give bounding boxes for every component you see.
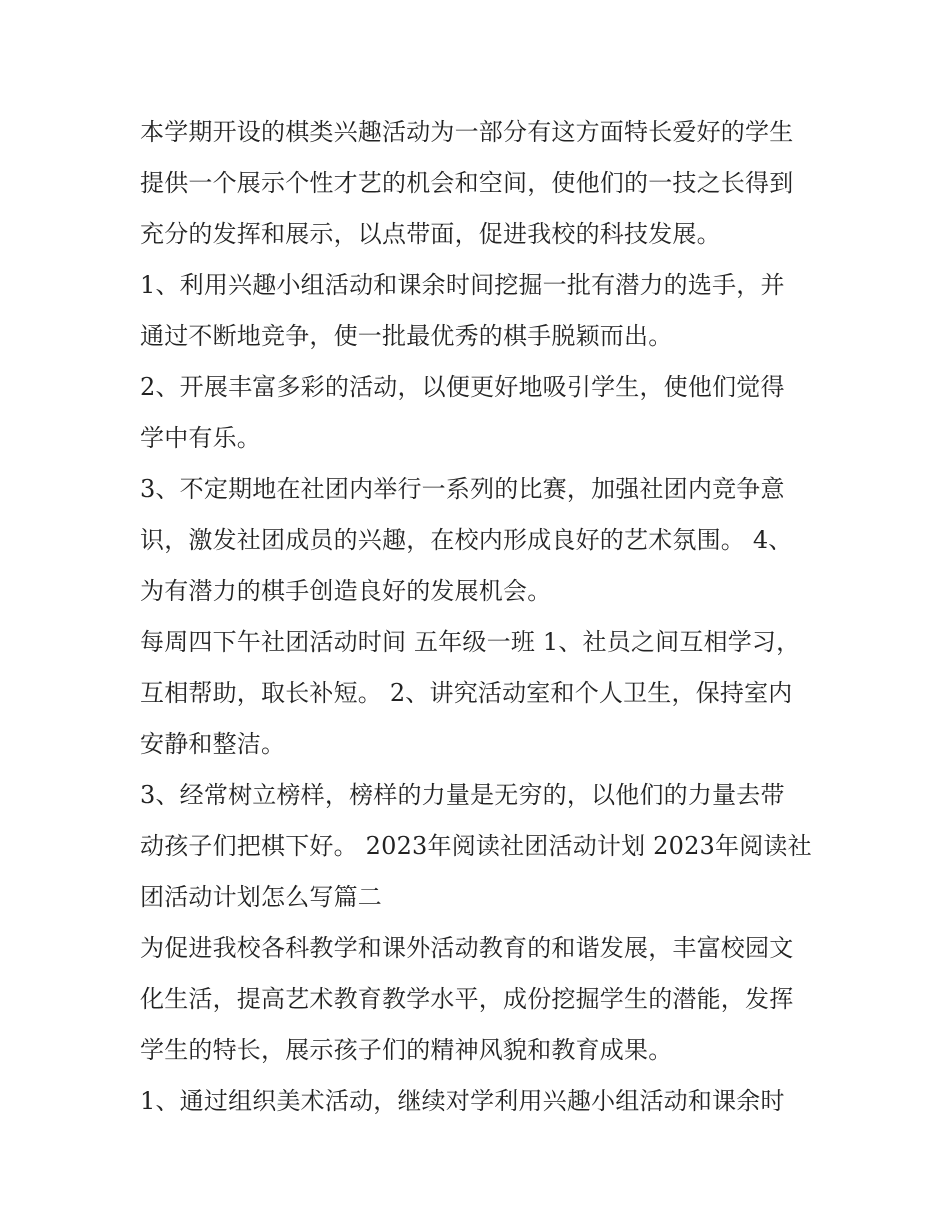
text-line: 化生活，提高艺术教育教学水平，成份挖掘学生的潜能，发挥 xyxy=(140,985,794,1013)
text-line: 2、开展丰富多彩的活动，以便更好地吸引学生，使他们觉得 xyxy=(140,373,785,401)
text-line: 3、不定期地在社团内举行一系列的比赛，加强社团内竞争意 xyxy=(140,475,785,503)
text-line: 识，激发社团成员的兴趣，在校内形成良好的艺术氛围。 4、 xyxy=(140,526,793,554)
text-line: 1、通过组织美术活动，继续对学利用兴趣小组活动和课余时 xyxy=(140,1087,785,1115)
text-line: 本学期开设的棋类兴趣活动为一部分有这方面特长爱好的学生 xyxy=(140,118,794,146)
text-line: 为有潜力的棋手创造良好的发展机会。 xyxy=(140,577,552,605)
text-line: 每周四下午社团活动时间 五年级一班 1、社员之间互相学习， xyxy=(140,628,801,656)
text-line: 动孩子们把棋下好。 2023年阅读社团活动计划 2023年阅读社 xyxy=(140,832,812,860)
text-line: 安静和整洁。 xyxy=(140,730,286,758)
text-line: 学生的特长，展示孩子们的精神风貌和教育成果。 xyxy=(140,1036,673,1064)
text-line: 通过不断地竞争，使一批最优秀的棋手脱颖而出。 xyxy=(140,322,673,350)
text-line: 学中有乐。 xyxy=(140,424,261,452)
text-line: 充分的发挥和展示，以点带面，促进我校的科技发展。 xyxy=(140,220,721,248)
text-line: 为促进我校各科教学和课外活动教育的和谐发展，丰富校园文 xyxy=(140,934,794,962)
document-body xyxy=(140,107,820,1127)
text-line: 团活动计划怎么写篇二 xyxy=(140,883,382,911)
text-line: 1、利用兴趣小组活动和课余时间挖掘一批有潜力的选手，并 xyxy=(140,271,785,299)
text-line: 提供一个展示个性才艺的机会和空间，使他们的一技之长得到 xyxy=(140,169,794,197)
text-line: 3、经常树立榜样，榜样的力量是无穷的，以他们的力量去带 xyxy=(140,781,785,809)
text-line: 互相帮助，取长补短。 2、讲究活动室和个人卫生，保持室内 xyxy=(140,679,793,707)
